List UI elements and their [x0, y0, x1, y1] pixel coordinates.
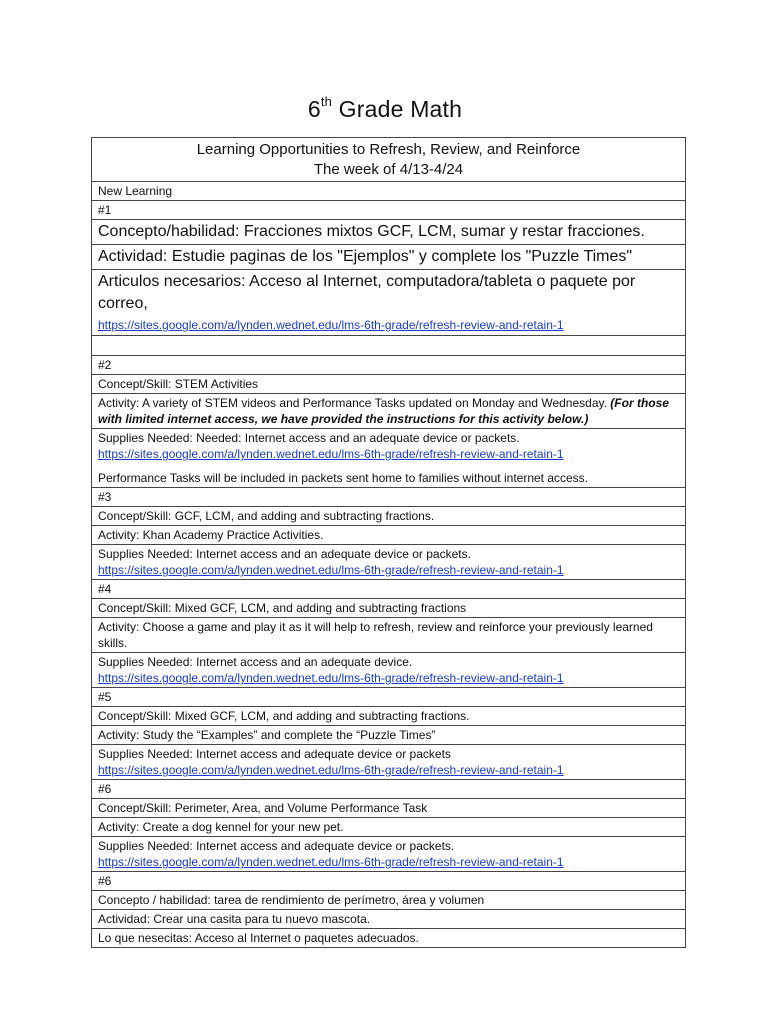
empty-row — [92, 336, 685, 356]
section-1-supplies-cell — [92, 270, 685, 336]
section-4-supplies-cell — [92, 653, 685, 688]
section-3-supplies-cell — [92, 545, 685, 580]
page-title: 6th Grade Math — [307, 94, 463, 122]
section-3-activity: Activity: Khan Academy Practice Activities. — [92, 526, 685, 545]
section-5-activity: Activity: Study the “Examples” and complete the “Puzzle Times” — [92, 726, 685, 745]
table-header — [92, 138, 685, 182]
section-3-supplies: Supplies Needed: Internet access and an adequate device or packets. — [98, 547, 471, 561]
section-6-supplies-cell — [92, 837, 685, 872]
section-6-es-activity: Actividad: Crear una casita para tu nuevo mascota. — [92, 910, 685, 929]
section-number-4: #4 — [92, 580, 685, 599]
section-6-supplies: Supplies Needed: Internet access and adequate device or packets. — [98, 839, 455, 853]
section-number-2: #2 — [92, 356, 685, 375]
section-number-5: #5 — [92, 688, 685, 707]
header-title: Learning Opportunities to Refresh, Review, and Reinforce — [196, 141, 581, 158]
section-3-link[interactable]: https://sites.google.com/a/lynden.wednet.edu/lms-6th-grade/refresh-review-and-retain-1 — [98, 563, 564, 577]
section-6-activity: Activity: Create a dog kennel for your new pet. — [92, 818, 685, 837]
section-number-3: #3 — [92, 488, 685, 507]
section-2-link[interactable]: https://sites.google.com/a/lynden.wednet.edu/lms-6th-grade/refresh-review-and-retain-1 — [98, 447, 564, 461]
section-2-concept: Concept/Skill: STEM Activities — [92, 375, 685, 394]
section-1-supplies: Articulos necesarios: Acceso al Internet, computadora/tableta o paquete por correo, — [98, 273, 636, 312]
section-2-supplies: Supplies Needed: Needed: Internet access and an adequate device or packets. — [98, 431, 520, 445]
section-2-note: Performance Tasks will be included in packets sent home to families without internet access. — [98, 471, 589, 485]
section-2-activity-text: Activity: A variety of STEM videos and Performance Tasks updated on Monday and Wednesday. — [98, 396, 611, 410]
section-1-activity: Actividad: Estudie paginas de los "Ejemplos" y complete los "Puzzle Times" — [92, 245, 685, 270]
section-number-1: #1 — [92, 201, 685, 220]
section-2-supplies-cell — [92, 429, 685, 488]
section-6-es-supplies: Lo que nesecitas: Acceso al Internet o paquetes adecuados. — [98, 931, 419, 945]
section-1-concept: Concepto/habilidad: Fracciones mixtos GCF, LCM, sumar y restar fracciones. — [92, 220, 685, 245]
section-number-6: #6 — [92, 780, 685, 799]
section-5-link[interactable]: https://sites.google.com/a/lynden.wednet.edu/lms-6th-grade/refresh-review-and-retain-1 — [98, 763, 564, 777]
section-4-supplies: Supplies Needed: Internet access and an adequate device. — [98, 655, 413, 669]
lesson-table — [91, 137, 686, 948]
section-5-concept: Concept/Skill: Mixed GCF, LCM, and adding and subtracting fractions. — [92, 707, 685, 726]
section-6-concept: Concept/Skill: Perimeter, Area, and Volume Performance Task — [92, 799, 685, 818]
section-3-concept: Concept/Skill: GCF, LCM, and adding and subtracting fractions. — [92, 507, 685, 526]
section-number-6-es: #6 — [92, 872, 685, 891]
section-2-activity — [92, 394, 685, 429]
section-4-concept: Concept/Skill: Mixed GCF, LCM, and adding and subtracting fractions — [92, 599, 685, 618]
section-4-link[interactable]: https://sites.google.com/a/lynden.wednet.edu/lms-6th-grade/refresh-review-and-retain-1 — [98, 671, 564, 685]
section-6-es-concept: Concepto / habilidad: tarea de rendimiento de perímetro, área y volumen — [92, 891, 685, 910]
section-5-supplies-cell — [92, 745, 685, 780]
section-6-link[interactable]: https://sites.google.com/a/lynden.wednet.edu/lms-6th-grade/refresh-review-and-retain-1 — [98, 855, 564, 869]
new-learning-label: New Learning — [92, 182, 685, 201]
section-1-link[interactable]: https://sites.google.com/a/lynden.wednet.edu/lms-6th-grade/refresh-review-and-retain-1 — [98, 318, 564, 332]
header-week: The week of 4/13-4/24 — [313, 161, 464, 178]
section-4-activity: Activity: Choose a game and play it as it will help to refresh, review and reinforce your previously learned skills. — [92, 618, 685, 653]
section-2-activity-note: (For those with limited internet access, we have provided the instructions for this activity below.) — [98, 396, 669, 426]
section-5-supplies: Supplies Needed: Internet access and adequate device or packets — [98, 747, 451, 761]
